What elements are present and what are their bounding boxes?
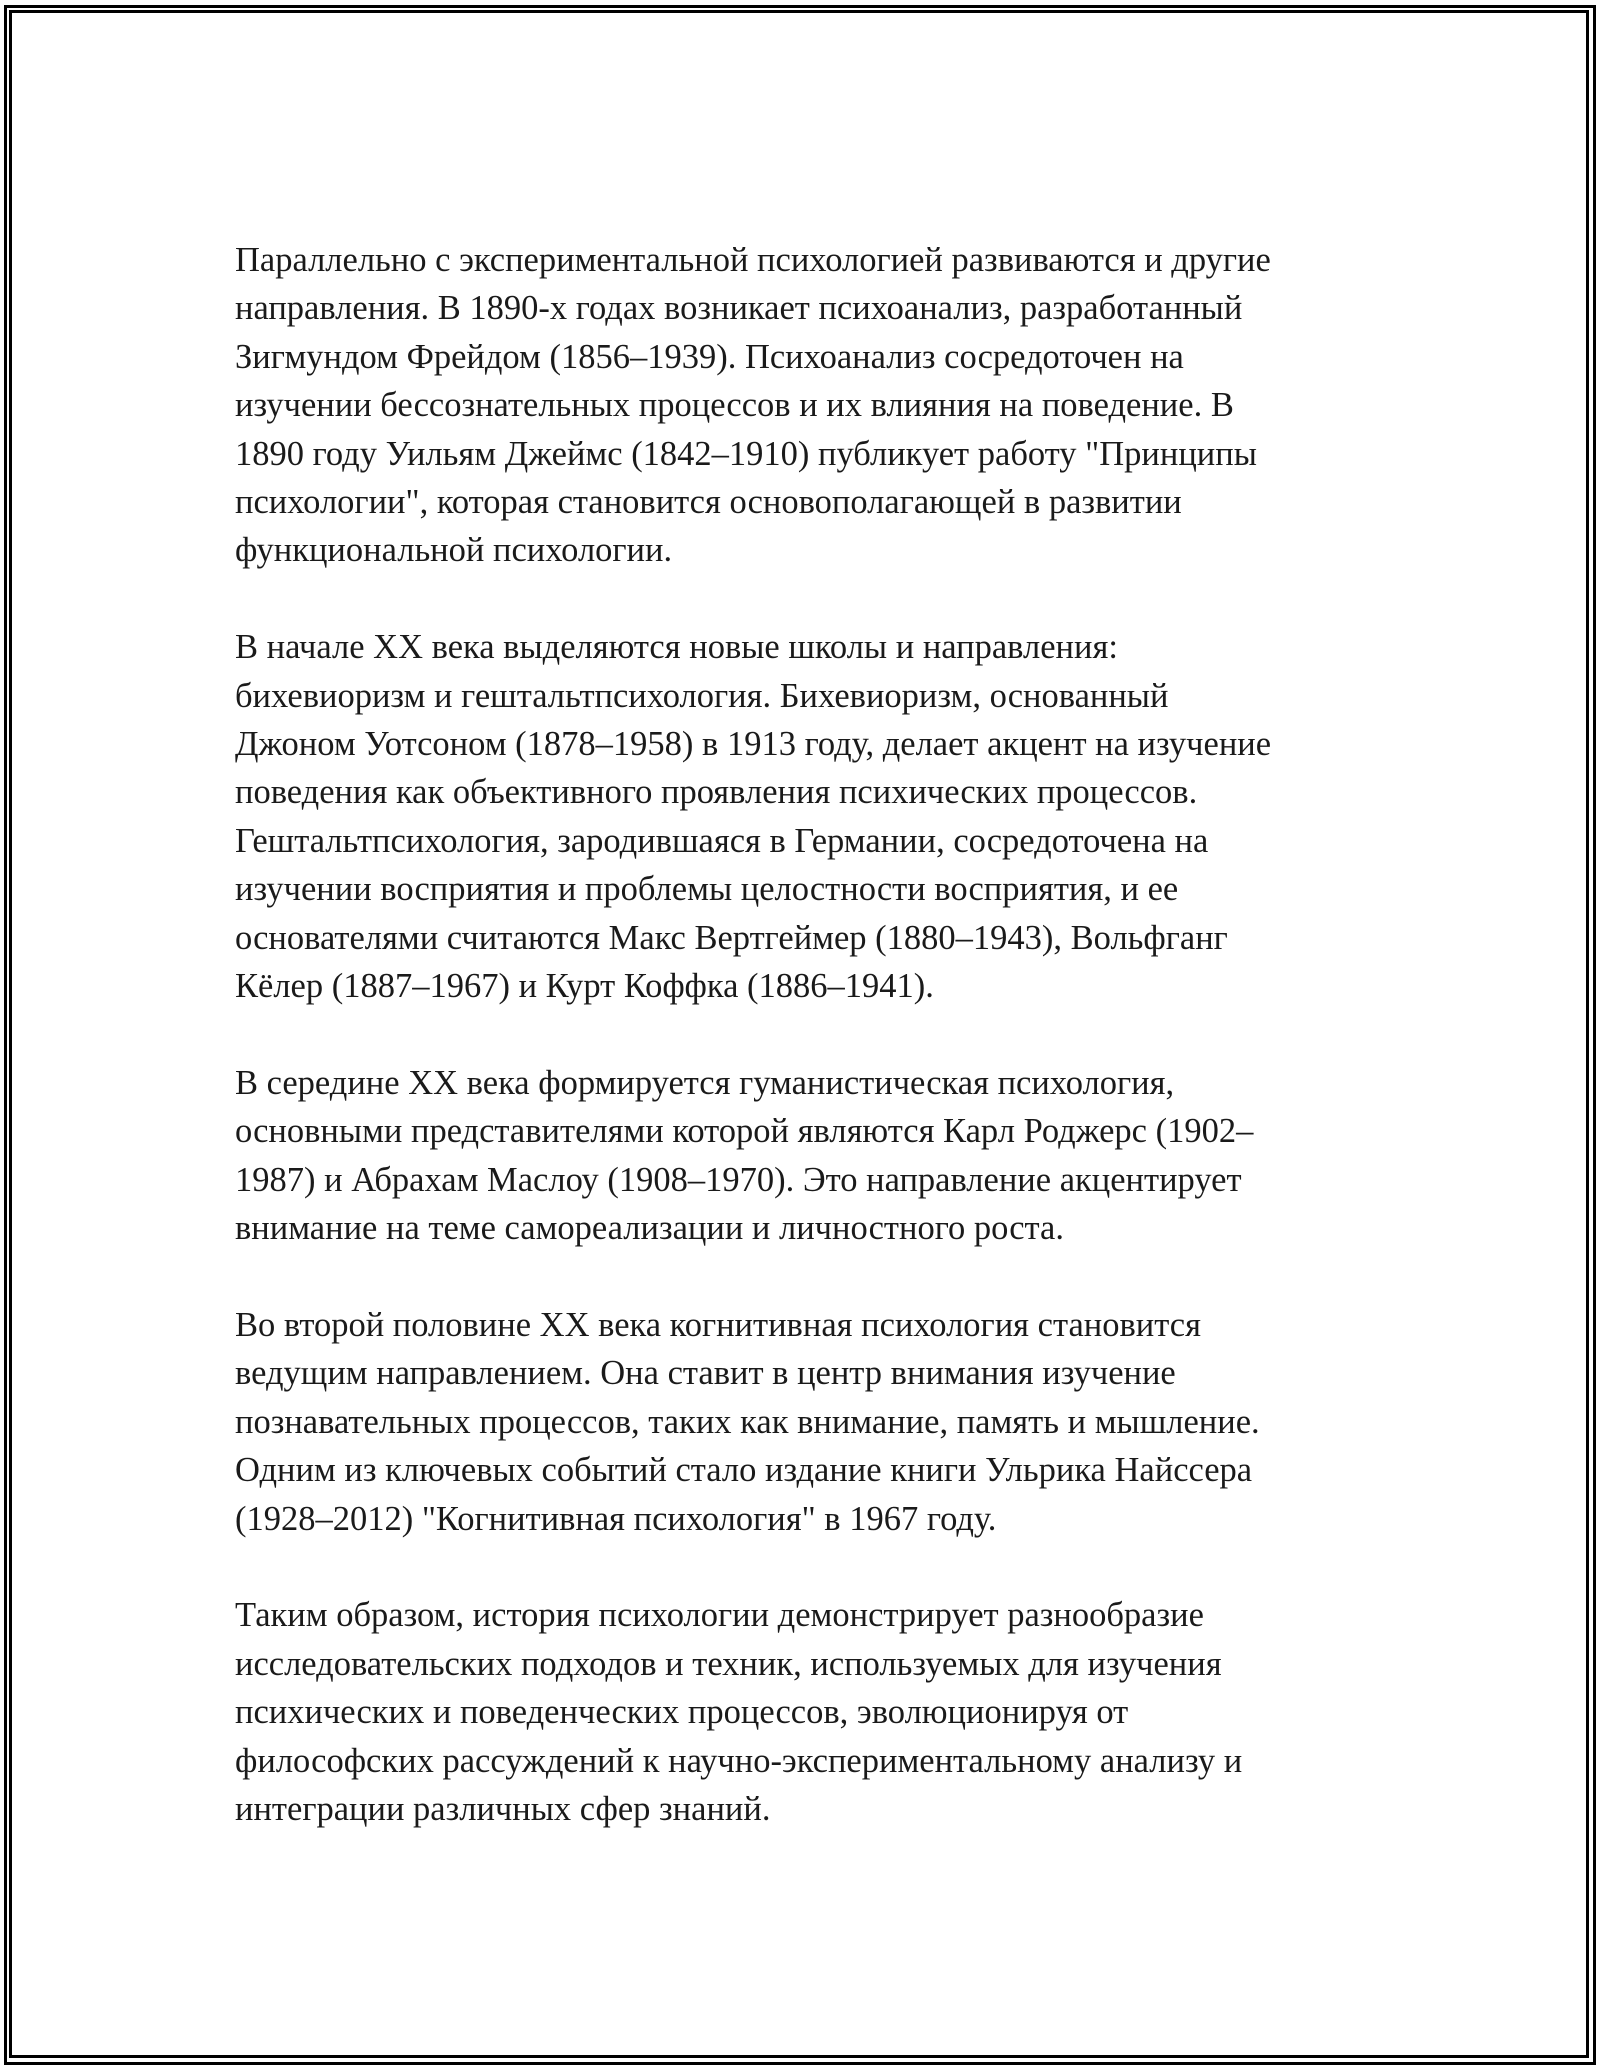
text-line: познавательных процессов, таких как внимание, память и мышление. [235,1402,1260,1441]
text-line: Джоном Уотсоном (1878–1958) в 1913 году, делает акцент на изучение [235,725,1272,764]
text-line: интеграции различных сфер знаний. [235,1789,771,1828]
text-line: внимание на теме самореализации и личностного роста. [235,1209,1064,1248]
text-line: направления. В 1890-х годах возникает психоанализ, разработанный [235,289,1243,328]
text-line: В середине XX века формируется гуманистическая психология, [235,1063,1175,1102]
text-line: ведущим направлением. Она ставит в центр внимания изучение [235,1354,1176,1393]
text-line: поведения как объективного проявления психических процессов. [235,773,1198,812]
text-line: Зигмундом Фрейдом (1856–1939). Психоанализ сосредоточен на [235,337,1184,376]
text-line: В начале XX века выделяются новые школы и направления: [235,628,1118,667]
text-line: психических и поведенческих процессов, эволюционируя от [235,1693,1129,1732]
text-line: Кёлер (1887–1967) и Курт Коффка (1886–1941). [235,967,934,1006]
paragraph-behaviorism-gestalt [235,623,1370,1010]
paragraph-cognitive-psychology [235,1301,1370,1543]
text-line: психологии", которая становится основополагающей в развитии [235,483,1182,522]
text-line: Параллельно с экспериментальной психологией развиваются и другие [235,241,1271,279]
text-line: основателями считаются Макс Вертгеймер (1880–1943), Вольфганг [235,918,1228,957]
paragraph-experimental-psychoanalysis [235,236,1370,575]
text-line: 1987) и Абрахам Маслоу (1908–1970). Это направление акцентирует [235,1160,1242,1199]
paragraph-humanistic-psychology [235,1059,1370,1253]
text-line: исследовательских подходов и техник, используемых для изучения [235,1644,1222,1683]
text-line: философских рассуждений к научно-экспериментальному анализу и [235,1741,1243,1780]
text-line: 1890 году Уильям Джеймс (1842–1910) публикует работу "Принципы [235,434,1257,473]
text-line: основными представителями которой являются Карл Роджерс (1902– [235,1112,1254,1151]
text-line: Во второй половине XX века когнитивная психология становится [235,1305,1201,1344]
paragraph-conclusion [235,1591,1370,1833]
text-line: Гештальтпсихология, зародившаяся в Германии, сосредоточена на [235,821,1209,860]
text-line: (1928–2012) "Когнитивная психология" в 1967 году. [235,1499,997,1538]
document-body [235,236,1370,1882]
text-line: Одним из ключевых событий стало издание книги Ульрика Найссера [235,1451,1253,1490]
text-line: функциональной психологии. [235,531,673,570]
text-line: изучении восприятия и проблемы целостности восприятия, и ее [235,870,1179,909]
text-line: бихевиоризм и гештальтпсихология. Бихевиоризм, основанный [235,676,1169,715]
text-line: Таким образом, история психологии демонстрирует разнообразие [235,1596,1204,1635]
text-line: изучении бессознательных процессов и их влияния на поведение. В [235,386,1234,425]
